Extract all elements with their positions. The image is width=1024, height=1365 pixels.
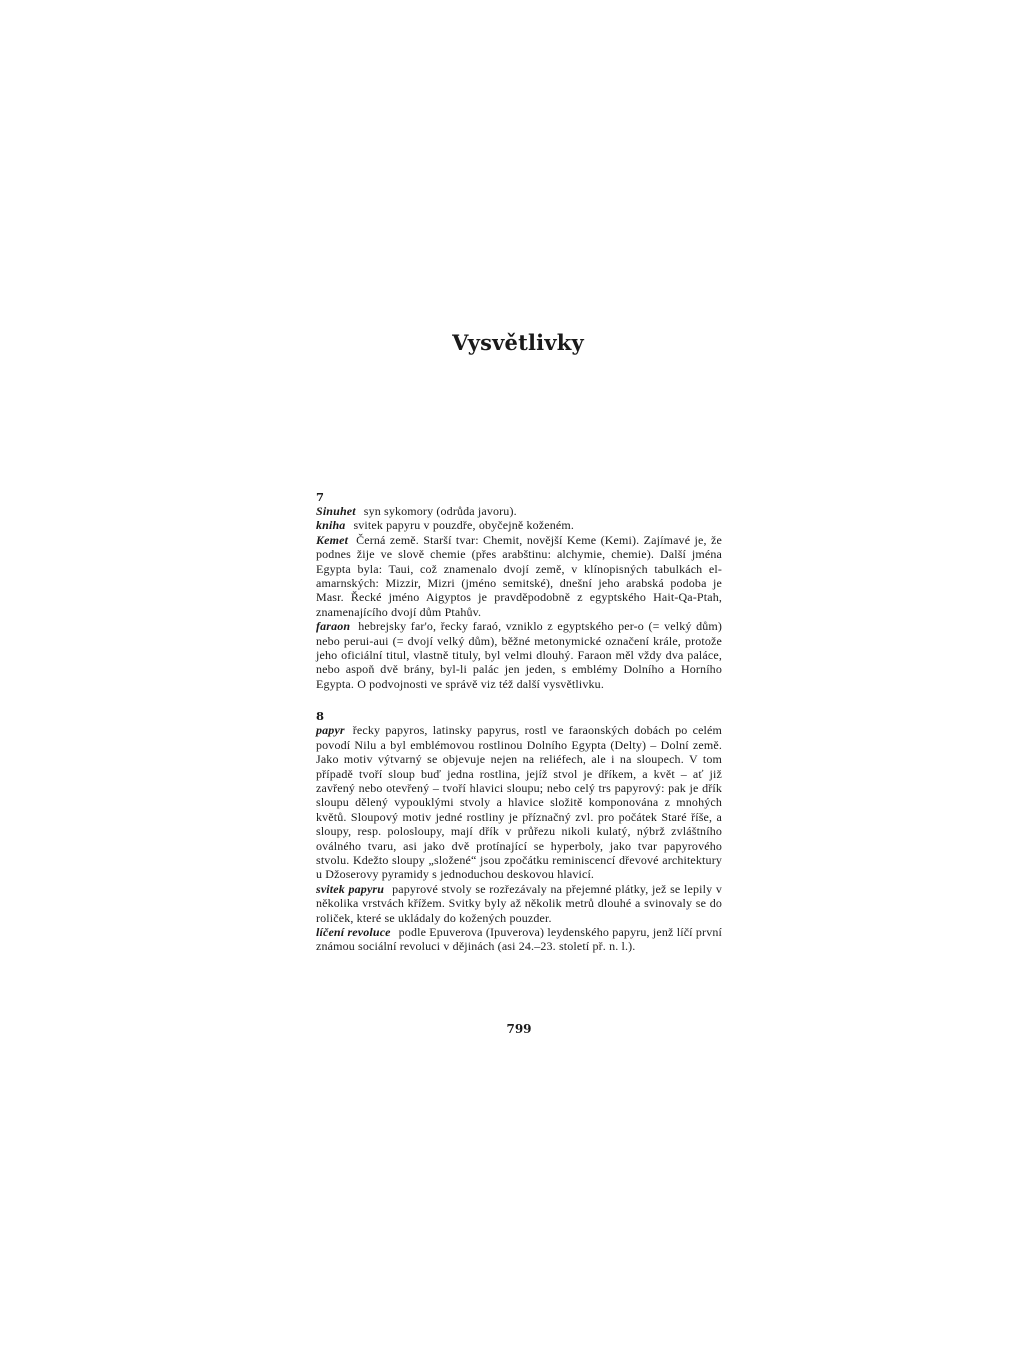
- note-entry-liceni-revoluce: [316, 925, 722, 954]
- note-term: faraon: [316, 619, 351, 634]
- note-term: líčení revoluce: [316, 924, 391, 939]
- note-entry-sinuhet: [316, 504, 722, 518]
- note-entry-papyr: [316, 723, 722, 881]
- note-text: hebrejsky far'o, řecky faraó, vzniklo z egyptského per-o (= velký dům) nebo perui-aui (= dvojí velký dům), běžné metonymické označení krále, protože jeho oficiální titul, vlastně tituly, byl velmi dlouhý. Faraon měl vždy dva paláce, nebo aspoň dvě brány, byl-li palác jen jeden, s emblémy Dolního a Horního Egypta. O podvojnosti ve správě viz též další vysvětlivku.: [316, 619, 722, 691]
- note-term: Sinuhet: [316, 504, 356, 518]
- note-text: svitek papyru v pouzdře, obyčejně koženém.: [353, 518, 574, 533]
- note-term: papyr: [316, 723, 345, 738]
- note-entry-svitek-papyru: [316, 882, 722, 925]
- section-number: 8: [316, 709, 325, 724]
- page-title: Vysvětlivky: [452, 330, 584, 355]
- note-entry-faraon: [316, 619, 722, 691]
- section-number: 7: [316, 490, 325, 504]
- note-text: podle Epuverova (Ipuverova) leydenského papyru, jenž líčí první známou sociální revoluci v dějinách (asi 24.–23. století př. n. l.).: [316, 924, 722, 954]
- note-text: Černá země. Starší tvar: Chemit, novější Keme (Kemi). Zajímavé je, že podnes žije ve slově chemie (přes arabštinu: alchymie, chemie). Další jména Egypta byla: Taui, což znamenalo dvojí země, v klínopisných tabulkách el-amarnských: Mizzir, Mizri (jméno semitské), dnešní jeho arabská podoba je Masr. Řecké jméno Aigyptos je pravděpodobně z egyptského Hait-Qa-Ptah, znamenajícího dvojí dům Ptahův.: [316, 532, 722, 619]
- note-entry-kniha: [316, 518, 722, 532]
- note-term: svitek papyru: [316, 881, 385, 896]
- note-entry-kemet: [316, 533, 722, 619]
- note-text: řecky papyros, latinsky papyrus, rostl ve faraonských dobách po celém povodí Nilu a byl emblémovou rostlinou Dolního Egypta (Delty) – Dolní země. Jako motiv výtvarný se objevuje nejen na reliéfech, ale i na sloupech. V tom případě tvoří sloup buď jedna rostlina, jejíž stvol je dříkem, a květ – ať již zavřený nebo otevřený – tvoří hlavici sloupu; nebo celý trs papyrový: pak je dřík sloupu dělený vypouklými stvoly a hlavice složitě komponována z mnohých květů. Sloupový motiv jedné rostliny je příznačný zvl. pro počátek Staré říše, a sloupy, resp. polosloupy, mají dřík v průřezu nikoli kulatý, nýbrž zvláštního oválného tvaru, asi jako dvě protínající se hyperboly, jako tvar papyrového stvolu. Kdežto sloupy „složené“ jsou zpočátku reminiscencí dřevové architektury u Džoserovy pyramidy s jednoduchou deskovou hlavicí.: [316, 723, 722, 882]
- note-term: kniha: [316, 518, 346, 533]
- note-text: syn sykomory (odrůda javoru).: [363, 504, 517, 518]
- notes-section-8: [316, 709, 722, 954]
- notes-section-7: [316, 490, 722, 691]
- notes-body: [316, 490, 722, 954]
- page-number: 799: [506, 1022, 532, 1036]
- note-text: papyrové stvoly se rozřezávaly na přejemné plátky, jež se lepily v několika vrstvách křížem. Svitky byly až několik metrů dlouhé a svinovaly se do roliček, které se ukládaly do kožených pouzder.: [316, 881, 722, 925]
- note-term: Kemet: [316, 532, 349, 547]
